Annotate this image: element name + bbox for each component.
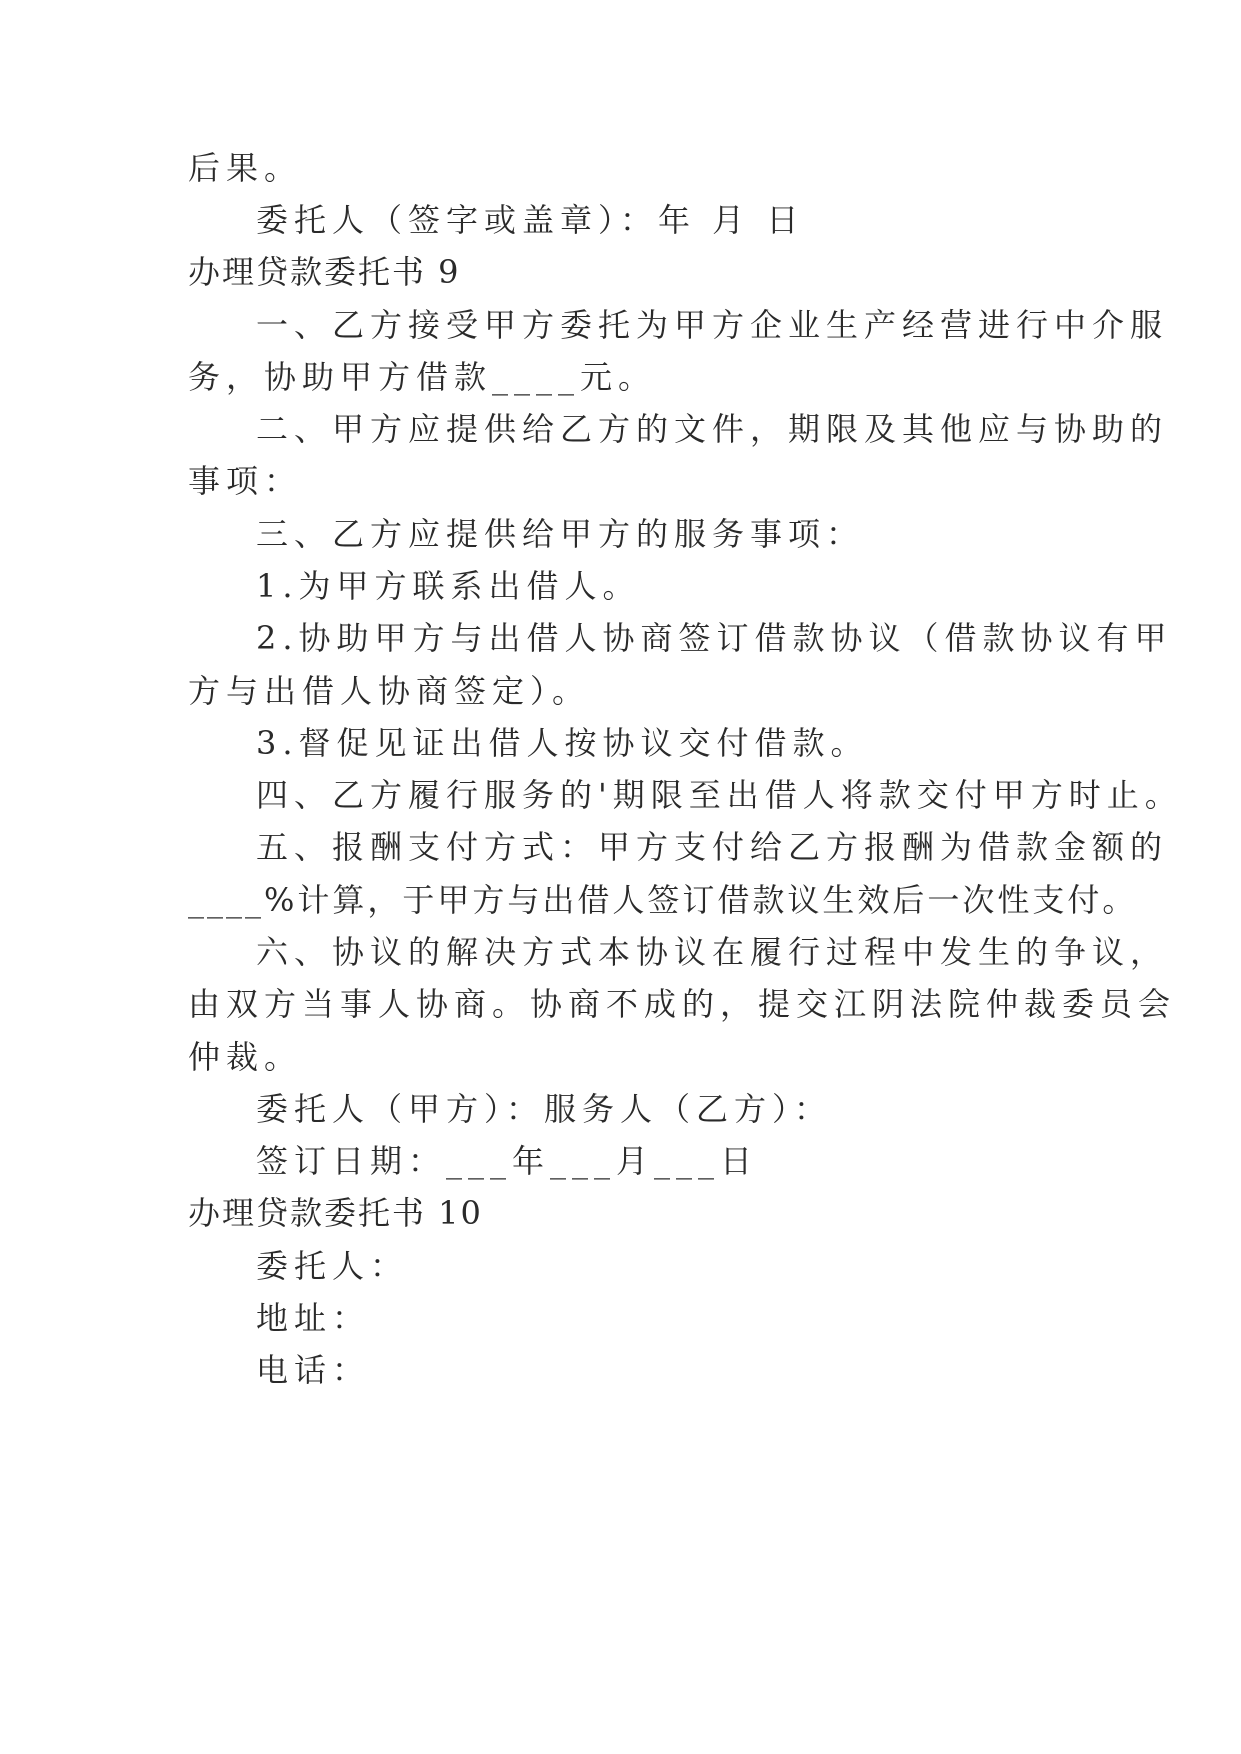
client-label: 委托人：	[256, 1247, 409, 1285]
clause-2-line-1: 二、甲方应提供给乙方的文件，期限及其他应与协助的	[256, 410, 1169, 448]
address-label: 地址：	[256, 1299, 371, 1337]
clause-6-line-3: 仲裁。	[188, 1038, 303, 1076]
clause-6-line-1: 六、协议的解决方式本协议在履行过程中发生的争议，	[256, 933, 1169, 971]
parties-line: 委托人（甲方）：服务人（乙方）：	[256, 1090, 833, 1128]
clause-2-line-2: 事项：	[188, 462, 303, 500]
text-line-consequence: 后果。	[188, 149, 303, 187]
section-title-10: 办理贷款委托书 10	[188, 1194, 483, 1232]
clause-5-line-2: ____%计算，于甲方与出借人签订借款议生效后一次性支付。	[188, 881, 1138, 919]
clause-4-line: 四、乙方履行服务的'期限至出借人将款交付甲方时止。	[256, 776, 1183, 814]
clause-6-line-2: 由双方当事人协商。协商不成的，提交江阴法院仲裁委员会	[188, 985, 1177, 1023]
section-title-9: 办理贷款委托书 9	[188, 253, 461, 291]
clause-3-line: 三、乙方应提供给甲方的服务事项：	[256, 515, 865, 553]
clause-1-line-1: 一、乙方接受甲方委托为甲方企业生产经营进行中介服	[256, 306, 1169, 344]
item-2-line-2: 方与出借人协商签定）。	[188, 672, 591, 710]
item-2-line-1: 2.协助甲方与出借人协商签订借款协议（借款协议有甲	[256, 619, 1173, 657]
item-3-line: 3.督促见证出借人按协议交付借款。	[256, 724, 869, 762]
item-1-line: 1.为甲方联系出借人。	[256, 567, 641, 605]
phone-label: 电话：	[256, 1351, 371, 1389]
clause-5-line-1: 五、报酬支付方式：甲方支付给乙方报酬为借款金额的	[256, 828, 1169, 866]
sign-date-line: 签订日期：___年___月___日	[256, 1142, 759, 1180]
clause-1-line-2: 务，协助甲方借款____元。	[188, 358, 657, 396]
text-line-signature: 委托人（签字或盖章）：年 月 日	[256, 201, 805, 239]
